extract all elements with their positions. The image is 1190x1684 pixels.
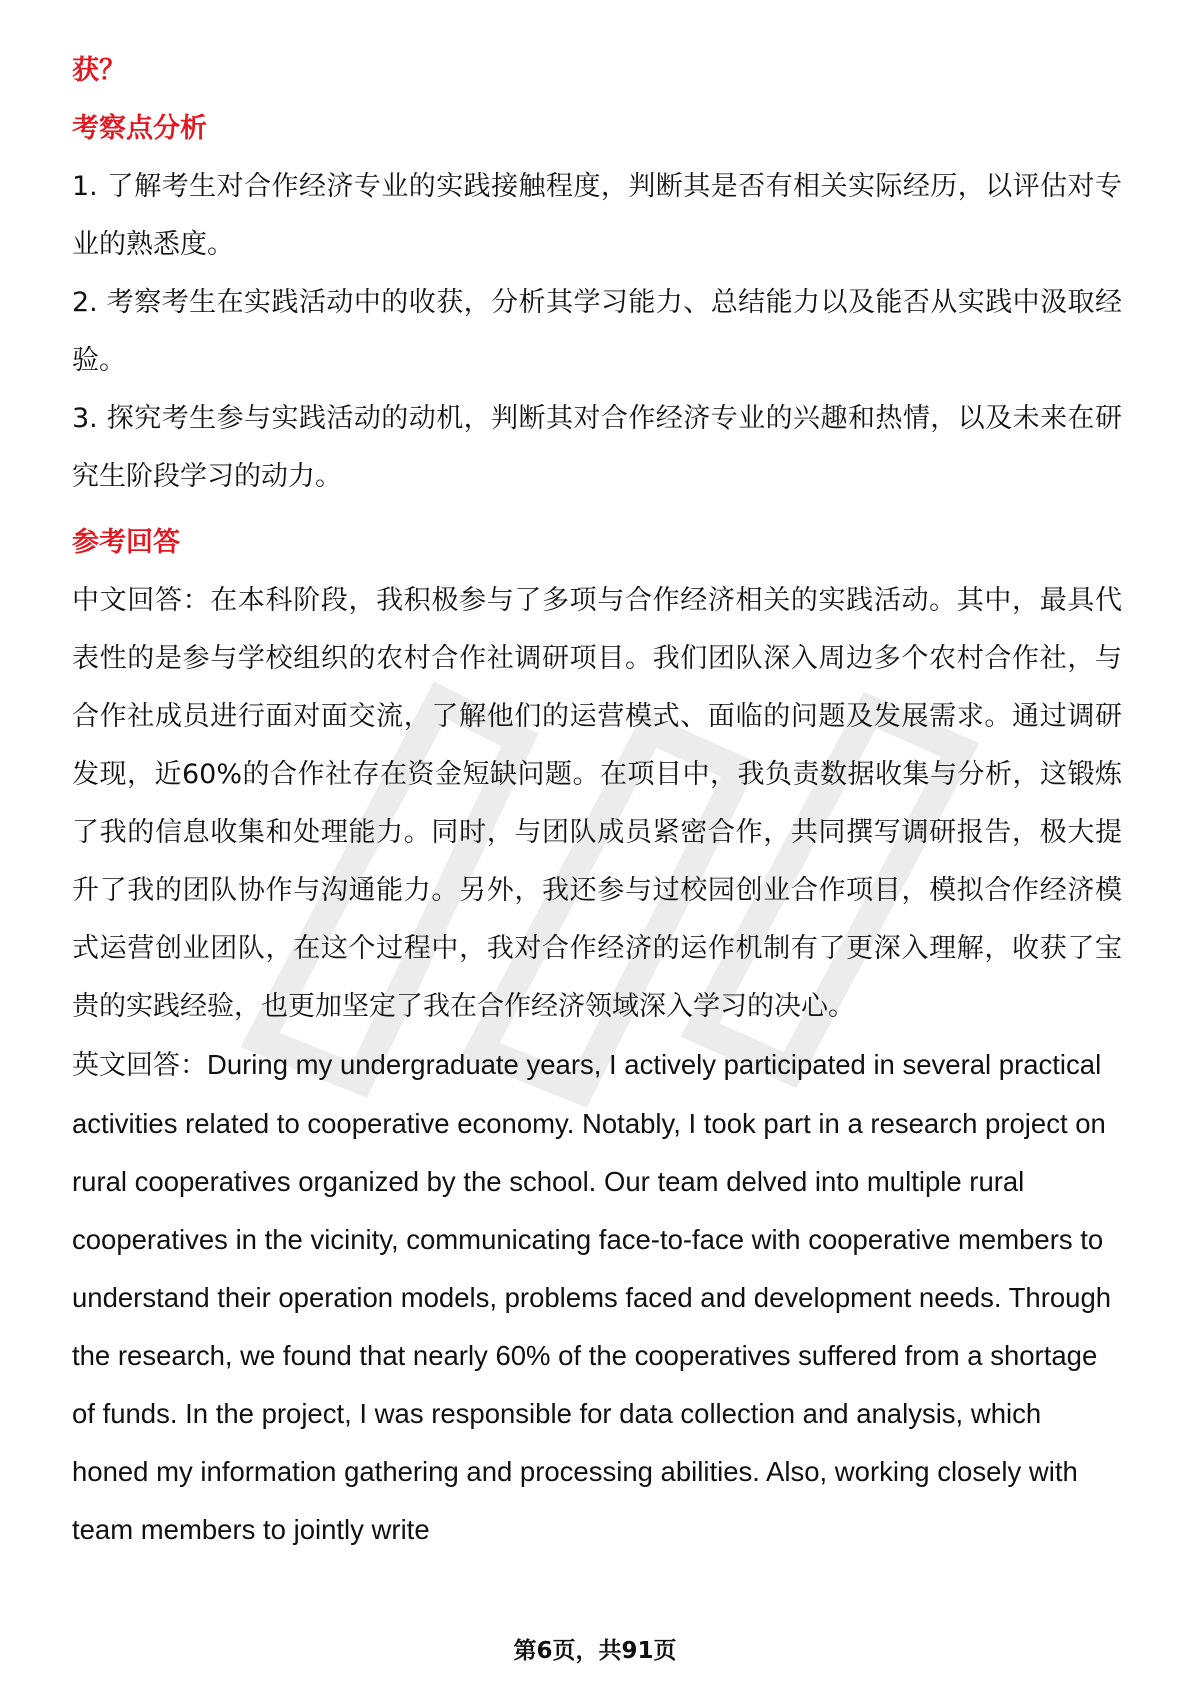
analysis-heading: 考察点分析 — [72, 113, 207, 144]
reference-heading: 参考回答 — [72, 527, 180, 558]
chinese-answer-label: 中文回答： — [72, 585, 211, 616]
analysis-point-1: 1. 了解考生对合作经济专业的实践接触程度，判断其是否有相关实际经历，以评估对专业的熟悉度。 — [72, 171, 1122, 260]
chinese-answer — [72, 572, 1122, 1036]
analysis-point-2: 2. 考察考生在实践活动中的收获，分析其学习能力、总结能力以及能否从实践中汲取经验。 — [72, 287, 1122, 376]
english-answer — [72, 1036, 1122, 1559]
question-tail: 获？ — [72, 55, 126, 86]
main-content — [72, 42, 1122, 1559]
analysis-point-3: 3. 探究考生参与实践活动的动机，判断其对合作经济专业的兴趣和热情，以及未来在研究生阶段学习的动力。 — [72, 403, 1122, 492]
english-answer-label: 英文回答： — [72, 1050, 207, 1081]
english-answer-text: During my undergraduate years, I actively participated in several practical activities related to cooperative economy. Notably, I took part in a research project on rural cooperatives organized by the school. Our team delved into multiple rural cooperatives in the vicinity, communicating face-to-face with cooperative members to understand their operation models, problems faced and development needs. Through the research, we found that nearly 60% of the cooperatives suffered from a shortage of funds. In the project, I was responsible for data collection and analysis, which honed my information gathering and processing abilities. Also, working closely with team members to jointly write — [72, 1049, 1112, 1545]
chinese-answer-text: 在本科阶段，我积极参与了多项与合作经济相关的实践活动。其中，最具代表性的是参与学校组织的农村合作社调研项目。我们团队深入周边多个农村合作社，与合作社成员进行面对面交流，了解他们的运营模式、面临的问题及发展需求。通过调研发现，近60%的合作社存在资金短缺问题。在项目中，我负责数据收集与分析，这锻炼了我的信息收集和处理能力。同时，与团队成员紧密合作，共同撰写调研报告，极大提升了我的团队协作与沟通能力。另外，我还参与过校园创业合作项目，模拟合作经济模式运营创业团队，在这个过程中，我对合作经济的运作机制有了更深入理解，收获了宝贵的实践经验，也更加坚定了我在合作经济领域深入学习的决心。 — [72, 585, 1123, 1022]
page-number: 第6页，共91页 — [513, 1638, 677, 1664]
